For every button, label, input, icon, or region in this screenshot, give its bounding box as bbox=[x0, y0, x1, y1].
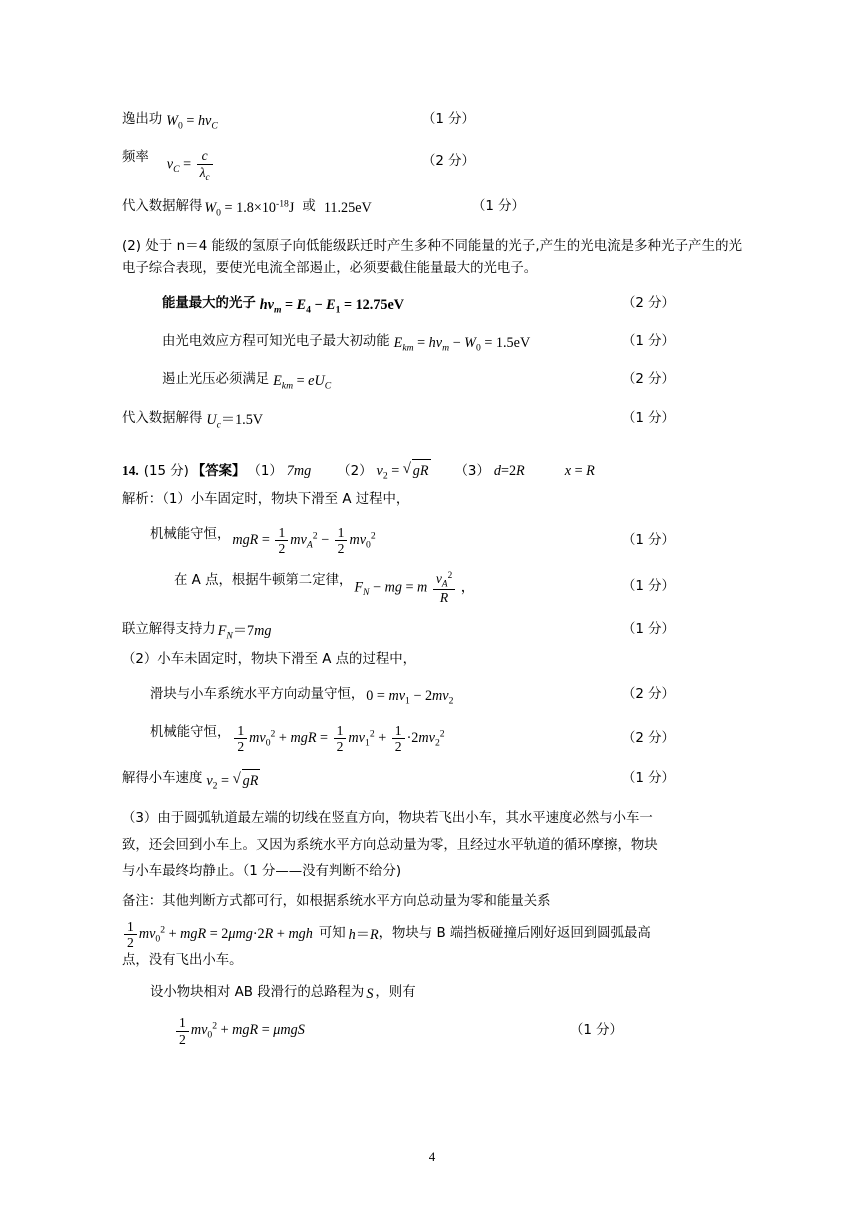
formula-max-photon: $h\nu_m = E_4 - E_1 = 12.75eV$ bbox=[259, 296, 405, 316]
label-max-photon: 能量最大的光子 bbox=[162, 295, 256, 311]
paragraph-part2-text: (2) 处于 n＝4 能级的氢原子向低能级跃迁时产生多种不同能量的光子,产生的光电流是多种光子产生的光电子综合表现，要使光电流全部遏止，必须要截住能量最大的光电子。 bbox=[122, 238, 742, 276]
formula-mech-energy-1: mgR = $\frac{1}{2}$ $mv_A^2$ − $\frac{1}{2}$ $mv_0^2$ bbox=[232, 525, 376, 557]
solution-line-10: 备注：其他判断方式都可行，如根据系统水平方向总动量为零和能量关系 bbox=[122, 894, 551, 910]
solution-line-9c: 与小车最终均静止。（1 分——没有判断不给分) bbox=[122, 864, 402, 880]
text-total-path-after: ，则有 bbox=[375, 985, 416, 1001]
formula-cart-velocity: $v_2$ = √ gR bbox=[206, 769, 260, 794]
row-mech-energy-2 bbox=[122, 723, 742, 755]
formula-note: $\frac{1}{2}$ $mv_0^2$ + mgR = 2μmg·2R + mgh bbox=[122, 919, 313, 951]
formula-escape-work: $W_0 = h\nu_C$ bbox=[166, 113, 218, 132]
formula-substitute-1: $W_0 = 1.8\times 10^{-18}J$ bbox=[204, 198, 295, 219]
label-momentum: 滑块与小车系统水平方向动量守恒， bbox=[150, 686, 365, 702]
row-note-formula bbox=[122, 919, 742, 951]
formula-support-force: $F_N=7mg$ bbox=[217, 622, 272, 641]
row-max-kinetic-energy bbox=[122, 332, 742, 356]
paragraph-part2 bbox=[122, 236, 742, 280]
mark-substitute-1: （1 分） bbox=[472, 199, 525, 215]
formula-row-escape-work bbox=[122, 110, 742, 134]
label-newton-law: 在 A 点，根据牛顿第二定律， bbox=[174, 572, 353, 588]
row-stopping-voltage bbox=[122, 370, 742, 394]
row-substitute-result-1 bbox=[122, 197, 742, 221]
symbol-S: S bbox=[366, 986, 374, 1003]
row-max-photon-energy bbox=[122, 294, 742, 318]
conjunction-or: 或 bbox=[302, 199, 316, 215]
text-cart-velocity: 解得小车速度 bbox=[122, 770, 203, 786]
page-content bbox=[122, 96, 742, 1047]
text-substitute-2: 代入数据解得 bbox=[122, 410, 203, 426]
question-number: 14. bbox=[122, 463, 139, 479]
mark-mech-energy-1: （1 分） bbox=[622, 533, 675, 549]
mark-frequency: （2 分） bbox=[422, 154, 475, 170]
mark-substitute-2: （1 分） bbox=[622, 410, 675, 426]
label-frequency: 频率 bbox=[122, 150, 149, 166]
answer-tag: 【答案】 bbox=[191, 464, 246, 480]
solution-paragraph-3 bbox=[122, 806, 742, 886]
formula-momentum: $0 = mv_1 - 2mv_2$ bbox=[366, 687, 454, 707]
mark-max-kinetic: （1 分） bbox=[622, 334, 675, 350]
formula-stopping-voltage: $E_{km} = eU_C$ bbox=[273, 373, 332, 392]
text-note-1: 可知 bbox=[318, 926, 346, 942]
label-escape-work: 逸出功 bbox=[122, 112, 163, 127]
answer-3-value-d: d=2R bbox=[493, 463, 525, 480]
answer-2-value: $v_2$ = √ gR bbox=[377, 459, 431, 484]
formula-frequency: $\nu_C$ = $\frac{c}{\lambda_c}$ bbox=[167, 148, 215, 183]
row-cart-velocity bbox=[122, 769, 742, 794]
answer-1-value: 7mg bbox=[286, 463, 312, 480]
text-support-force: 联立解得支持力 bbox=[122, 621, 216, 637]
mark-stopping-voltage: （2 分） bbox=[622, 372, 675, 388]
formula-mech-energy-2: $\frac{1}{2}$ $mv_0^2$ + mgR = $\frac{1}{2}$ $mv_1^2$ + $\frac{1}{2}$ $\cdot 2mv_2^2$ bbox=[232, 723, 444, 755]
formula-newton-law: $F_N$ − mg = m $\frac{v_A^2}{R}$ ， bbox=[354, 570, 475, 606]
answer-3-label: （3） bbox=[454, 464, 490, 480]
mark-newton-law: （1 分） bbox=[622, 578, 675, 594]
label-stopping-voltage: 遏止光压必须满足 bbox=[162, 372, 270, 388]
mark-cart-velocity: （1 分） bbox=[622, 770, 675, 786]
mark-escape-work: （1 分） bbox=[422, 112, 475, 127]
formula-max-kinetic: $E_{km} = h\nu_m - W_0 = 1.5eV$ bbox=[393, 335, 531, 354]
solution-line-12: 点，没有飞出小车。 bbox=[122, 952, 243, 968]
row-momentum-conservation bbox=[122, 685, 742, 709]
label-mech-energy-1: 机械能守恒， bbox=[150, 527, 231, 543]
formula-row-frequency bbox=[122, 148, 742, 183]
answer-1-label: （1） bbox=[247, 464, 283, 480]
solution-line-5: （2）小车未固定时，物块下滑至 A 点的过程中， bbox=[122, 651, 417, 667]
page-number: 4 bbox=[428, 1149, 436, 1164]
mark-max-photon: （2 分） bbox=[622, 295, 675, 311]
row-mech-energy-1 bbox=[122, 525, 742, 557]
text-note-2: ，物块与 B 端挡板碰撞后刚好返回到圆弧最高 bbox=[378, 926, 651, 942]
row-substitute-result-2 bbox=[122, 409, 742, 433]
label-max-kinetic: 由光电效应方程可知光电子最大初动能 bbox=[162, 334, 390, 350]
row-newton-second-law bbox=[122, 571, 742, 606]
formula-substitute-2: $U_c=1.5V$ bbox=[206, 411, 264, 431]
solution-line-9b: 致，还会回到小车上。又因为系统水平方向总动量为零，且经过水平轨道的循环摩擦，物块 bbox=[122, 837, 658, 853]
mark-mech-energy-2: （2 分） bbox=[622, 731, 675, 747]
answer-2-label: （2） bbox=[337, 464, 373, 480]
value-ev: 11.25eV bbox=[323, 200, 372, 217]
row-total-path bbox=[122, 983, 742, 1005]
row-support-force bbox=[122, 620, 742, 644]
answer-3-value-x: x = R bbox=[564, 463, 595, 480]
question-score: (15 分) bbox=[143, 464, 189, 480]
row-final-formula bbox=[122, 1015, 742, 1047]
formula-final: $\frac{1}{2}$ $mv_0^2$ + mgR = μmgS bbox=[174, 1015, 305, 1047]
mark-support-force: （1 分） bbox=[622, 621, 675, 637]
formula-h-eq-R: h＝R bbox=[348, 926, 379, 943]
mark-momentum: （2 分） bbox=[622, 686, 675, 702]
mark-final: （1 分） bbox=[570, 1023, 623, 1039]
solution-line-1: 解析：（1）小车固定时，物块下滑至 A 过程中， bbox=[122, 492, 410, 508]
question-14-header bbox=[122, 459, 742, 484]
text-substitute-1: 代入数据解得 bbox=[122, 199, 203, 215]
label-mech-energy-2: 机械能守恒， bbox=[150, 725, 231, 741]
text-total-path-before: 设小物块相对 AB 段滑行的总路程为 bbox=[150, 985, 365, 1001]
solution-line-9a: （3）由于圆弧轨道最左端的切线在竖直方向，物块若飞出小车，其水平速度必然与小车一 bbox=[122, 810, 653, 826]
